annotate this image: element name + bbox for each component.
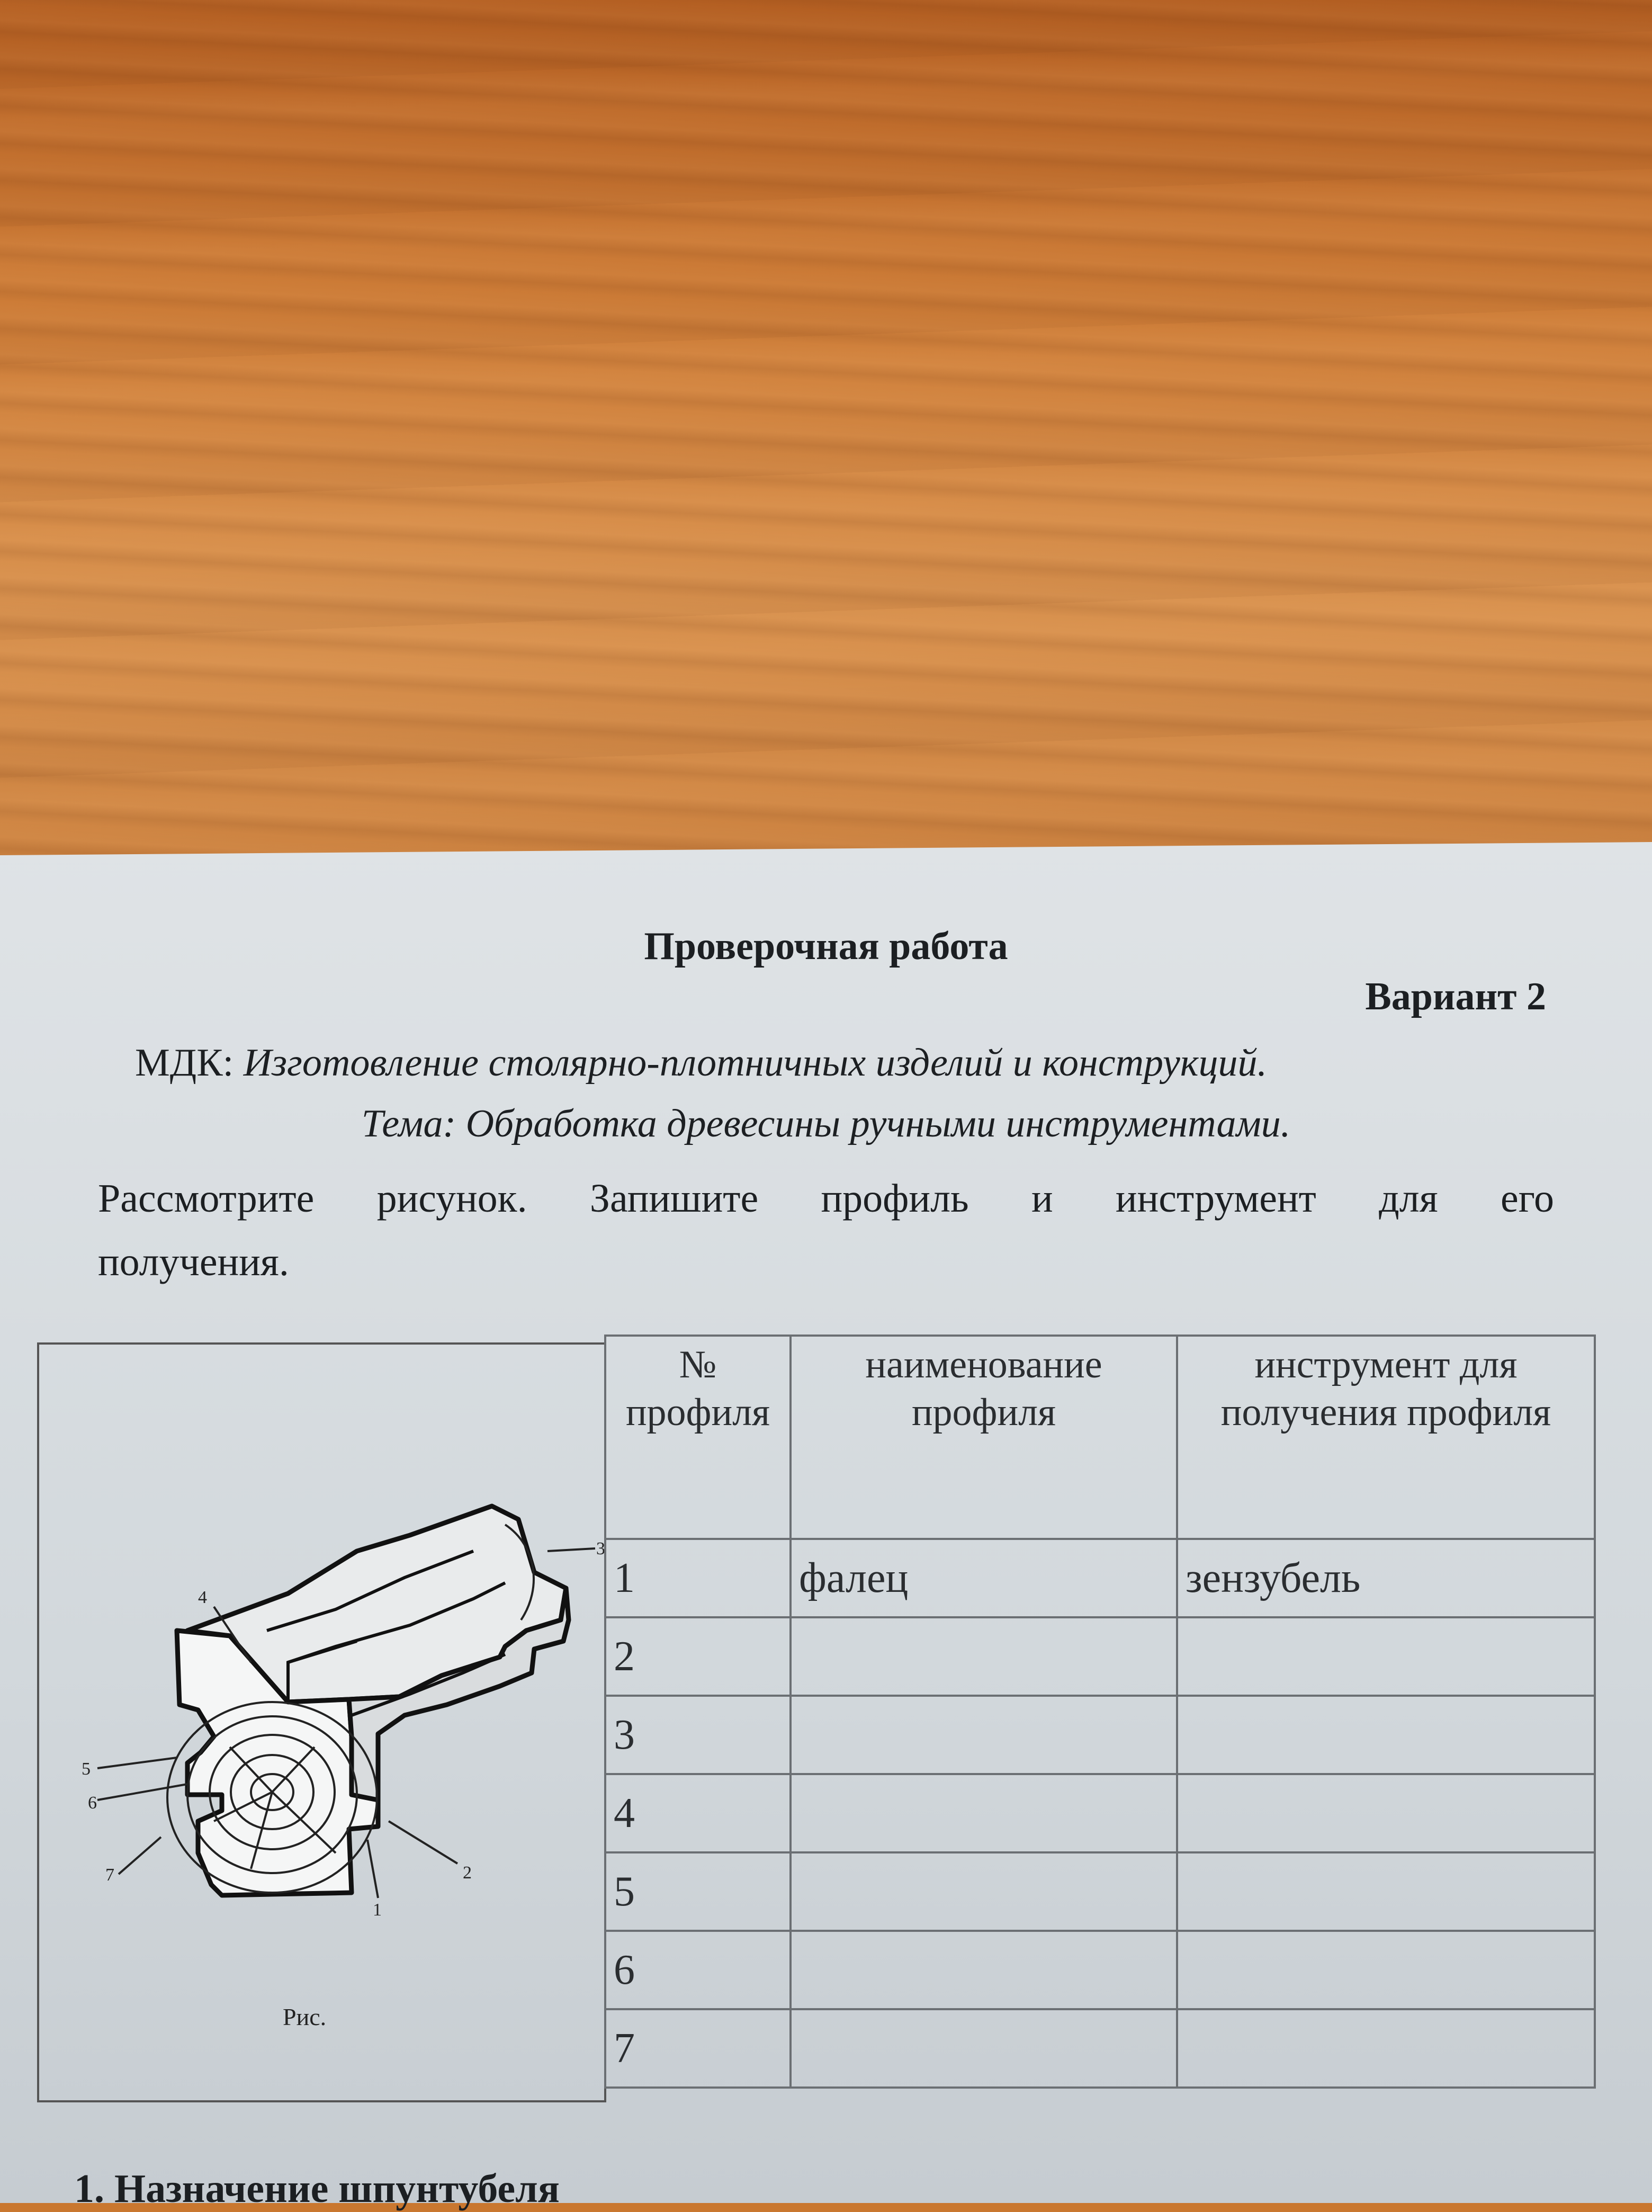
- cell-profile-tool[interactable]: зензубель: [1177, 1539, 1595, 1617]
- cell-profile-name[interactable]: [791, 1696, 1177, 1774]
- cell-profile-tool[interactable]: [1177, 1617, 1595, 1696]
- cell-profile-number: 7: [605, 2009, 791, 2088]
- header-profile-tool: инструмент для получения профиля: [1177, 1336, 1595, 1539]
- task-instruction-line-2: получения.: [98, 1240, 289, 1284]
- course-module-name: Изготовление столярно-плотничных изделий и конструкций.: [243, 1041, 1267, 1085]
- table-header-row: [605, 1336, 1595, 1539]
- cell-profile-tool[interactable]: [1177, 2009, 1595, 2088]
- cell-profile-number: 6: [605, 1931, 791, 2009]
- course-module-label: МДК:: [135, 1041, 234, 1085]
- figure-label-4: 4: [198, 1588, 207, 1607]
- cell-profile-number: 2: [605, 1617, 791, 1696]
- figure-label-1: 1: [373, 1900, 382, 1920]
- header-profile-name: наименование профиля: [791, 1336, 1177, 1539]
- figure-label-5: 5: [82, 1759, 91, 1779]
- topic-line: Тема: Обработка древесины ручными инструментами.: [361, 1102, 1291, 1145]
- table-row: [605, 1774, 1595, 1852]
- course-module-line: [135, 1041, 1267, 1086]
- cell-profile-name[interactable]: [791, 2009, 1177, 2088]
- timber-profile-drawing: [177, 1506, 569, 1895]
- header-profile-number: № профиля: [605, 1336, 791, 1539]
- cell-profile-tool[interactable]: [1177, 1774, 1595, 1852]
- figure-caption: Рис.: [283, 2003, 327, 2030]
- cell-profile-number: 1: [605, 1539, 791, 1617]
- cell-profile-number: 4: [605, 1774, 791, 1852]
- table-row: [605, 2009, 1595, 2088]
- cell-profile-tool[interactable]: [1177, 1931, 1595, 2009]
- cell-profile-name[interactable]: [791, 1774, 1177, 1852]
- figure-label-7: 7: [105, 1865, 114, 1885]
- figure-label-3: 3: [596, 1539, 605, 1559]
- figure-panel: [37, 1342, 606, 2102]
- table-row: [605, 1539, 1595, 1617]
- cell-profile-name[interactable]: [791, 1852, 1177, 1931]
- figure-label-6: 6: [88, 1793, 97, 1813]
- cell-profile-name[interactable]: фалец: [791, 1539, 1177, 1617]
- worksheet-title: Проверочная работа: [644, 925, 1008, 968]
- cell-profile-tool[interactable]: [1177, 1696, 1595, 1774]
- table-row: [605, 1617, 1595, 1696]
- cell-profile-tool[interactable]: [1177, 1852, 1595, 1931]
- cell-profile-name[interactable]: [791, 1931, 1177, 2009]
- figure-label-2: 2: [463, 1863, 472, 1883]
- table-row: [605, 1931, 1595, 2009]
- question-1-line: 1. Назначение шпунтубеля: [74, 2166, 560, 2211]
- table-row: [605, 1696, 1595, 1774]
- wooden-desk-background: [0, 0, 1652, 858]
- cell-profile-number: 3: [605, 1696, 791, 1774]
- table-row: [605, 1852, 1595, 1931]
- profiles-table: [604, 1335, 1596, 2089]
- cell-profile-name[interactable]: [791, 1617, 1177, 1696]
- cell-profile-number: 5: [605, 1852, 791, 1931]
- wood-profile-figure: [39, 1345, 608, 2104]
- variant-label: Вариант 2: [1365, 975, 1546, 1018]
- task-instruction-line-1: Рассмотрите рисунок. Запишите профиль и инструмент для его: [98, 1176, 1554, 1221]
